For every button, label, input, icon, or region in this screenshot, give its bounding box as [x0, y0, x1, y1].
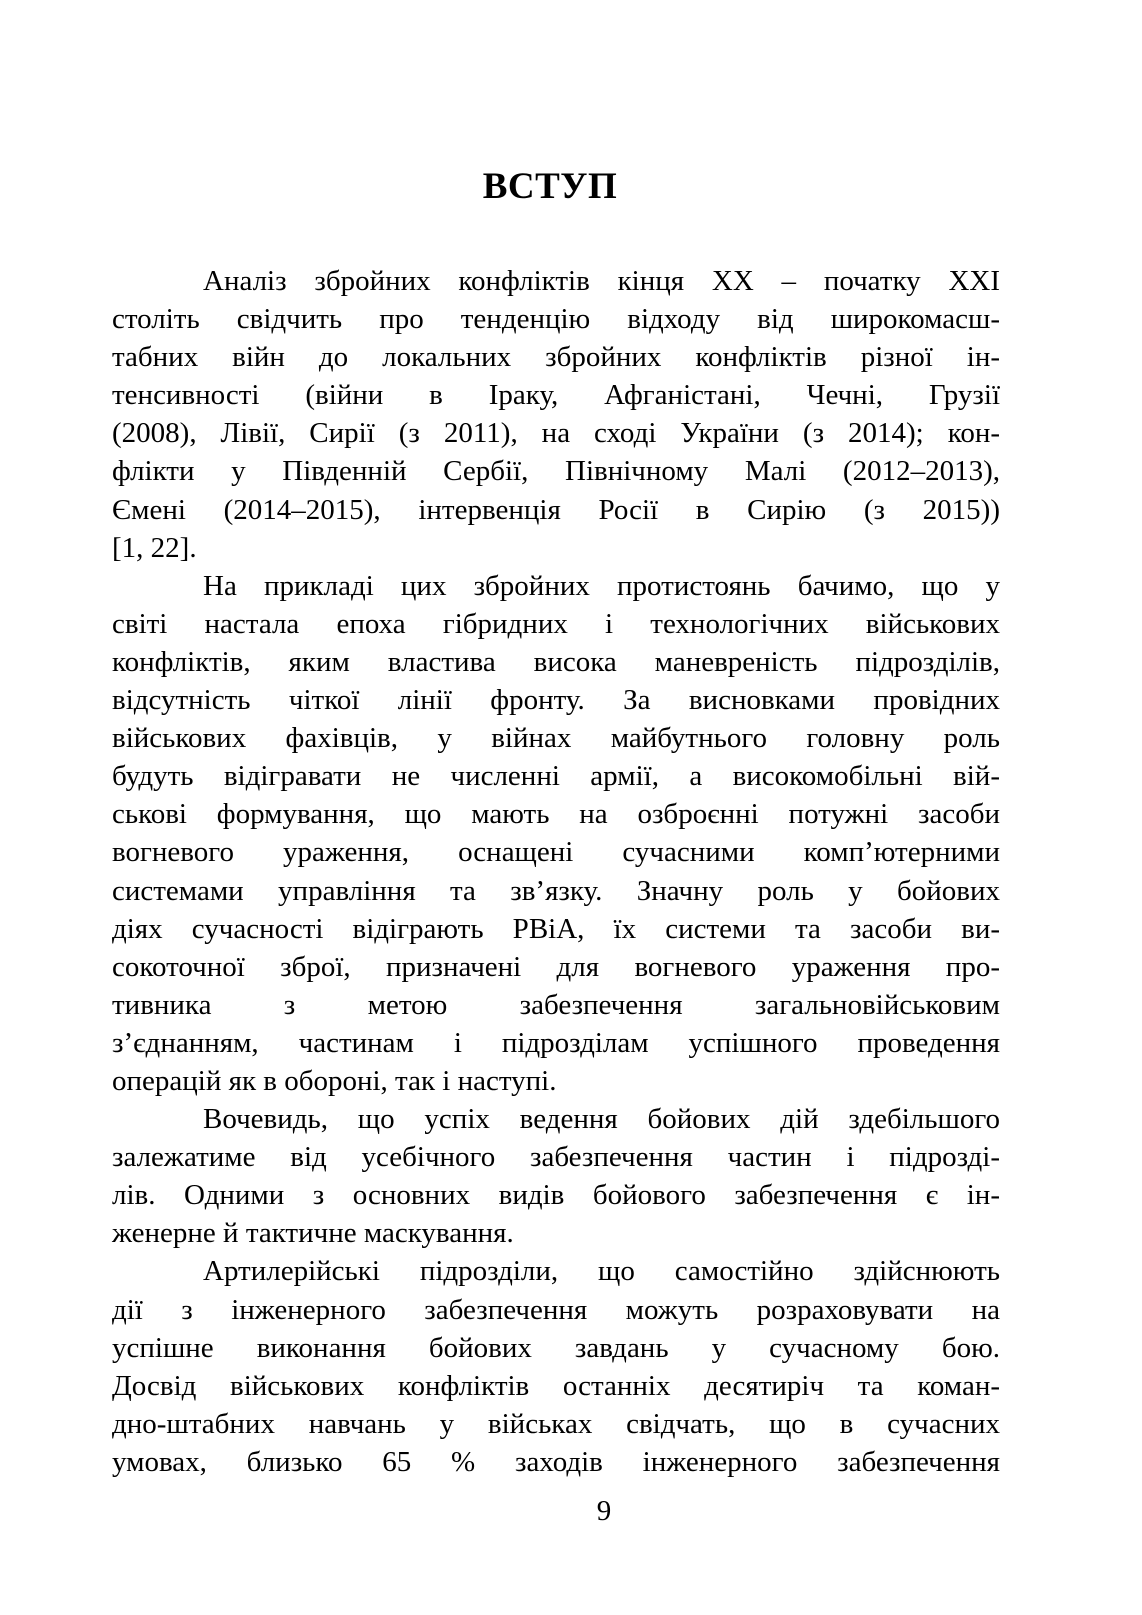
document-body: [112, 262, 1000, 1481]
text-line: конфліктів, яким властива висока маневреність підрозділів,: [112, 645, 1000, 678]
text-line: умовах, близько 65 % заходів інженерного забезпечення: [112, 1445, 1000, 1478]
text-line: сокоточної зброї, призначені для вогневого ураження про-: [112, 950, 1000, 983]
text-line: Вочевидь, що успіх ведення бойових дій здебільшого: [203, 1103, 1000, 1136]
text-line: табних війн до локальних збройних конфліктів різної ін-: [112, 341, 1000, 374]
text-line: відсутність чіткої лінії фронту. За висновками провідних: [112, 684, 1000, 717]
page-title: ВСТУП: [482, 166, 618, 207]
text-line: Аналіз збройних конфліктів кінця XX – початку XXI: [203, 265, 1000, 297]
text-line: системами управління та зв’язку. Значну роль у бойових: [112, 874, 1000, 907]
text-line: (2008), Лівії, Сирії (з 2011), на сході України (з 2014); кон-: [112, 417, 1000, 450]
text-line: Досвід військових конфліктів останніх десятиріч та коман-: [112, 1369, 1000, 1402]
text-line: [1, 22].: [112, 531, 197, 564]
text-line: світі настала епоха гібридних і технологічних військових: [112, 607, 1000, 640]
text-line: флікти у Південній Сербії, Північному Малі (2012–2013),: [112, 455, 1000, 488]
text-line: ськові формування, що мають на озброєнні потужні засоби: [112, 798, 1000, 831]
text-line: діях сучасності відіграють РВіА, їх системи та засоби ви-: [112, 912, 1000, 945]
text-line: Ємені (2014–2015), інтервенція Росії в Сирію (з 2015)): [112, 493, 1000, 526]
text-line: вогневого ураження, оснащені сучасними комп’ютерними: [112, 836, 1000, 869]
text-line: військових фахівців, у війнах майбутнього головну роль: [112, 722, 1000, 755]
text-line: дії з інженерного забезпечення можуть розраховувати на: [112, 1293, 1000, 1326]
text-line: з’єднанням, частинам і підрозділам успішного проведення: [112, 1026, 1000, 1059]
text-line: успішне виконання бойових завдань у сучасному бою.: [112, 1331, 1000, 1364]
text-line: століть свідчить про тенденцію відходу від широкомасш-: [112, 303, 1000, 336]
page-number: 9: [596, 1495, 612, 1527]
text-line: На прикладі цих збройних протистоянь бачимо, що у: [203, 569, 1000, 602]
text-line: операцій як в обороні, так і наступі.: [112, 1064, 557, 1097]
text-line: женерне й тактичне маскування.: [112, 1217, 514, 1250]
text-line: тенсивності (війни в Іраку, Афганістані, Чечні, Грузії: [112, 379, 1000, 412]
text-line: тивника з метою забезпечення загальновійськовим: [112, 988, 1000, 1021]
text-line: дно-штабних навчань у військах свідчать, що в сучасних: [112, 1407, 1000, 1440]
text-line: залежатиме від усебічного забезпечення частин і підрозді-: [112, 1141, 1000, 1174]
text-line: лів. Одними з основних видів бойового забезпечення є ін-: [112, 1179, 1000, 1212]
text-line: будуть відігравати не численні армії, а високомобільні вій-: [112, 760, 1000, 793]
text-line: Артилерійські підрозділи, що самостійно здійснюють: [203, 1255, 1000, 1288]
